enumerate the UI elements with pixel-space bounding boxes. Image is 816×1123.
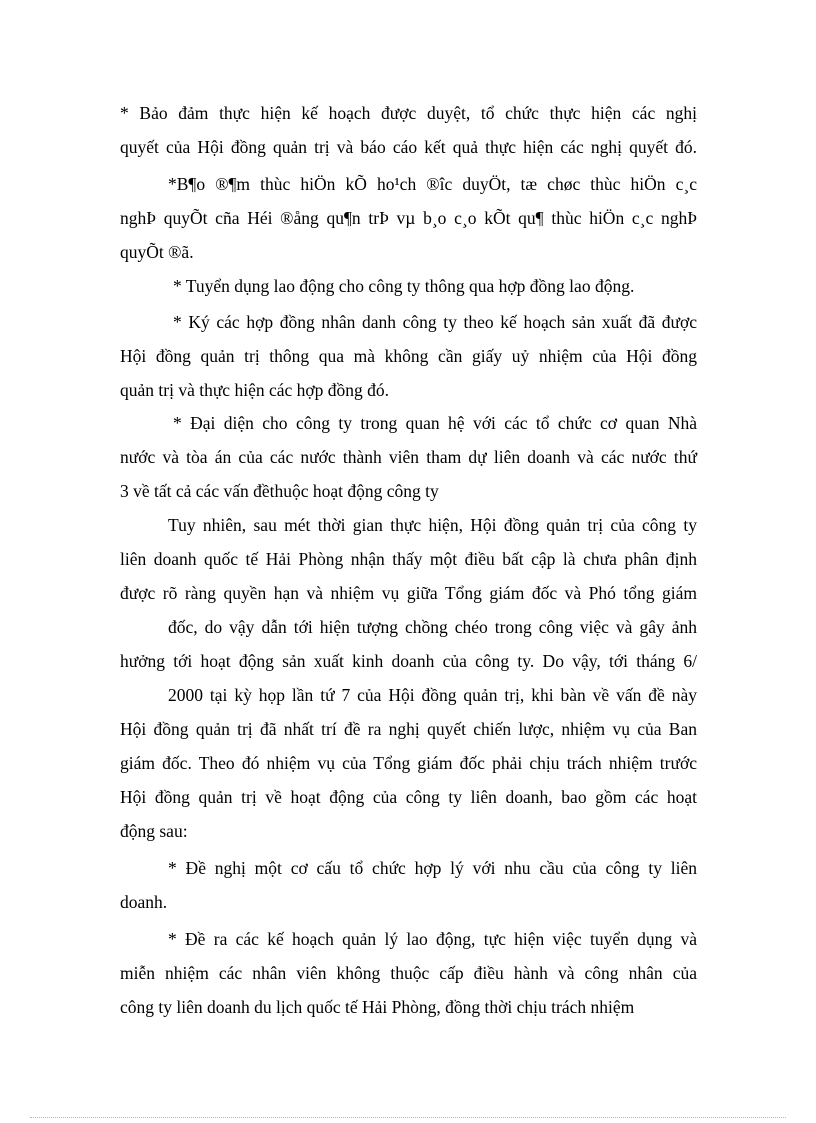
text-line: doanh. xyxy=(120,892,168,912)
paragraph-8 xyxy=(120,922,697,1024)
text-line: nước và tòa án của các nước thành viên tham dự liên doanh và các nước thứ xyxy=(120,447,697,467)
paragraph-5 xyxy=(120,406,697,508)
text-line: *B¶o ®¶m thùc hiÖn kÕ ho¹ch ®îc duyÖt, tæ chøc thùc hiÖn c¸c xyxy=(168,174,697,194)
paragraph-1 xyxy=(120,96,697,164)
text-line: công ty liên doanh du lịch quốc tế Hải Phòng, đồng thời chịu trách nhiệm xyxy=(120,997,635,1017)
text-line: * Tuyển dụng lao động cho công ty thông qua hợp đồng lao động. xyxy=(173,276,635,296)
text-line: * Bảo đảm thực hiện kế hoạch được duyệt, tổ chức thực hiện các nghị xyxy=(120,103,697,123)
text-line: hưởng tới hoạt động sản xuất kinh doanh của công ty. Do vậy, tới tháng 6/ xyxy=(120,651,697,671)
text-line: quyết của Hội đồng quản trị và báo cáo kết quả thực hiện các nghị quyết đó. xyxy=(120,137,697,157)
text-line: được rõ ràng quyền hạn và nhiệm vụ giữa Tổng giám đốc và Phó tổng giám xyxy=(120,583,697,603)
text-line: quản trị và thực hiện các hợp đồng đó. xyxy=(120,380,390,400)
text-line: đốc, do vậy dẫn tới hiện tượng chồng chéo trong công việc và gây ảnh xyxy=(168,617,697,637)
text-line: động sau: xyxy=(120,821,188,841)
text-line: * Đại diện cho công ty trong quan hệ với các tổ chức cơ quan Nhà xyxy=(173,413,697,433)
text-line: * Đề nghị một cơ cấu tổ chức hợp lý với nhu cầu của công ty liên xyxy=(168,858,697,878)
text-line: nghÞ quyÕt cña Héi ®ång qu¶n trÞ vµ b¸o c¸o kÕt qu¶ thùc hiÖn c¸c nghÞ xyxy=(120,208,697,228)
text-line: Hội đồng quản trị đã nhất trí đề ra nghị quyết chiến lược, nhiệm vụ của Ban xyxy=(120,719,697,739)
paragraph-7 xyxy=(120,851,697,919)
text-line: Hội đồng quản trị về hoạt động của công ty liên doanh, bao gồm các hoạt xyxy=(120,787,697,807)
text-line: liên doanh quốc tế Hải Phòng nhận thấy một điều bất cập là chưa phân định xyxy=(120,549,697,569)
text-line: 2000 tại kỳ họp lần tứ 7 của Hội đồng quản trị, khi bàn về vấn đề này xyxy=(168,685,697,705)
paragraph-2 xyxy=(120,167,697,269)
text-line: Hội đồng quản trị thông qua mà không cần giấy uỷ nhiệm của Hội đồng xyxy=(120,346,697,366)
page-bottom-divider xyxy=(30,1117,786,1118)
text-line: quyÕt ®ã. xyxy=(120,242,194,262)
text-line: * Ký các hợp đồng nhân danh công ty theo kế hoạch sản xuất đã được xyxy=(173,312,697,332)
text-line: Tuy nhiên, sau mét thời gian thực hiện, Hội đồng quản trị của công ty xyxy=(168,515,697,535)
text-line: * Đề ra các kế hoạch quản lý lao động, tực hiện việc tuyển dụng và xyxy=(168,929,697,949)
text-line: miễn nhiệm các nhân viên không thuộc cấp điều hành và công nhân của xyxy=(120,963,697,983)
paragraph-4 xyxy=(120,305,697,407)
paragraph-6 xyxy=(120,508,697,848)
paragraph-3 xyxy=(120,269,697,303)
text-line: giám đốc. Theo đó nhiệm vụ của Tổng giám đốc phải chịu trách nhiệm trước xyxy=(120,753,697,773)
text-line: 3 về tất cả các vấn đềthuộc hoạt động công ty xyxy=(120,481,439,501)
